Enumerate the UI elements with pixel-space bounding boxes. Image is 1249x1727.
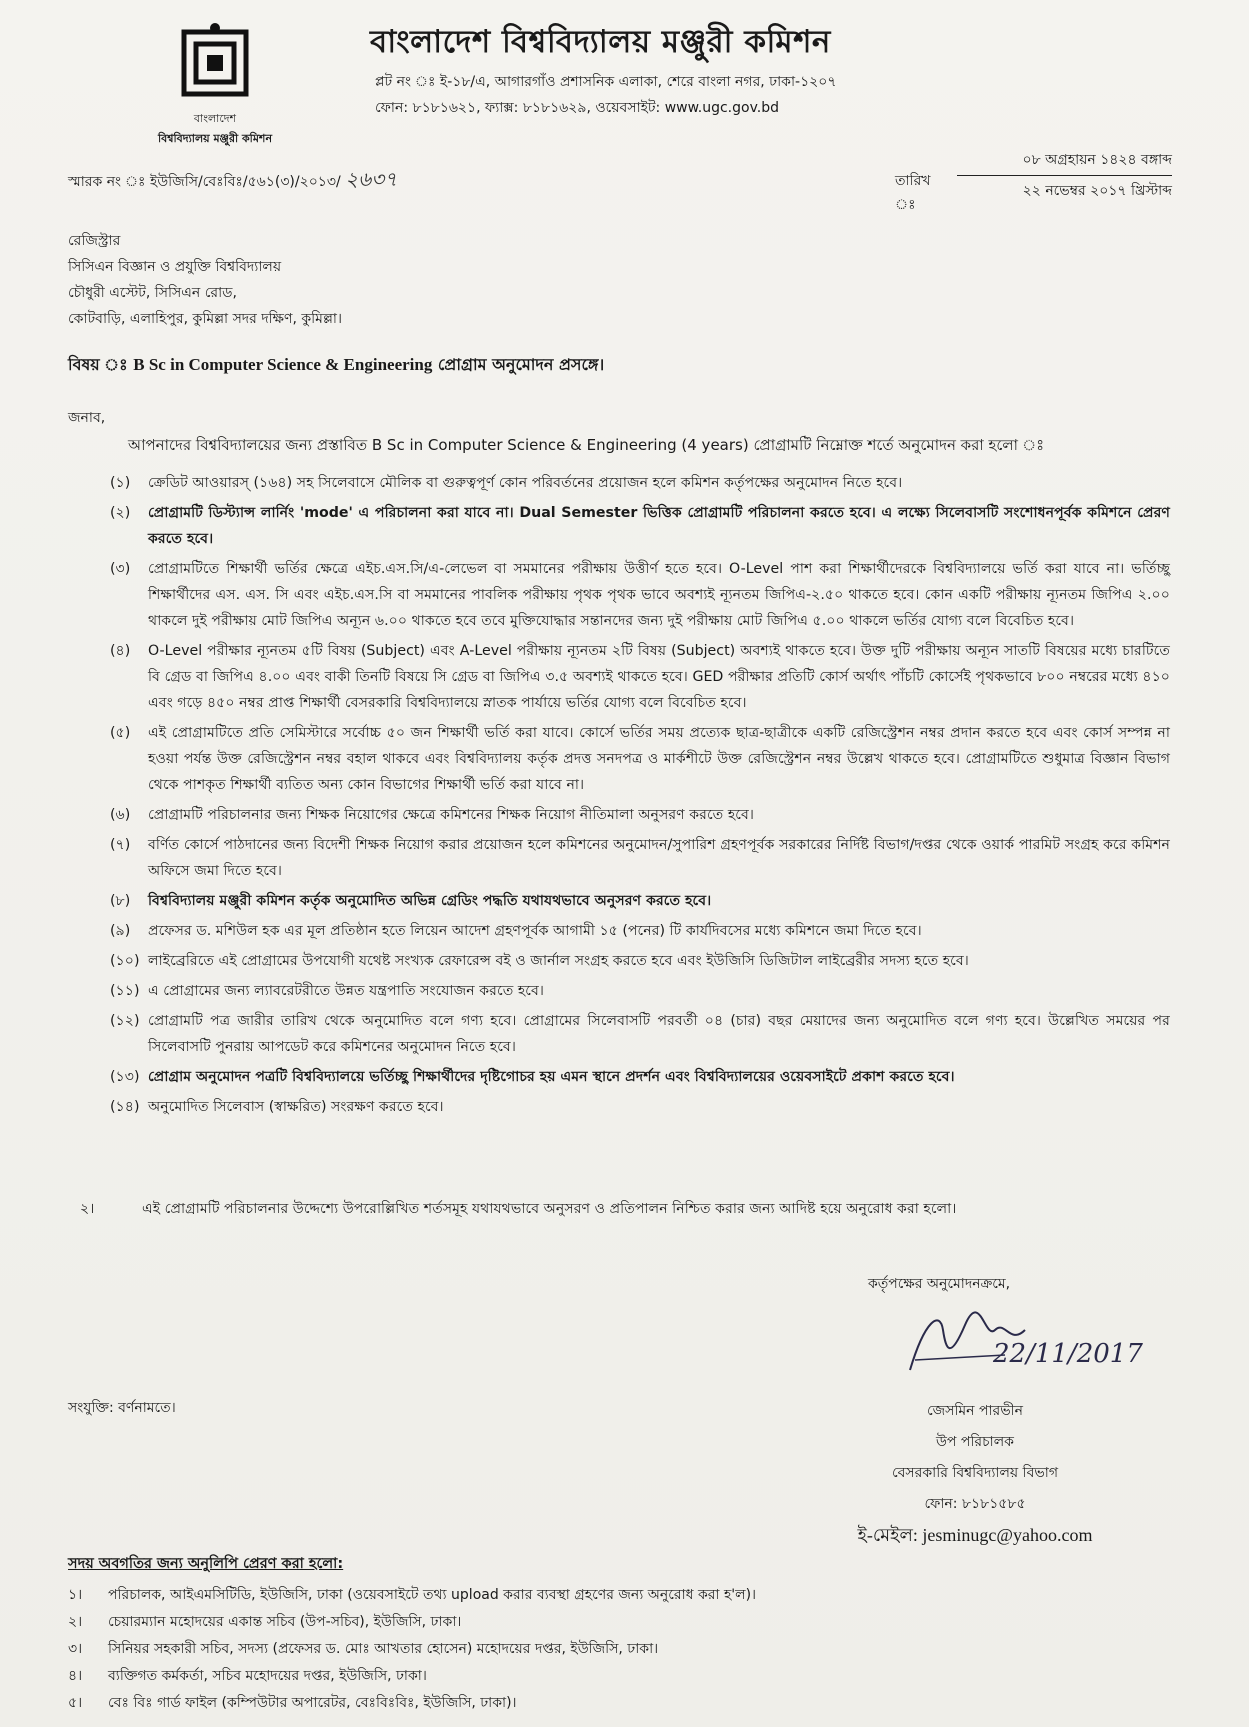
condition-text: এ প্রোগ্রামের জন্য ল্যাবরেটরীতে উন্নত যন্ত্রপাতি সংযোজন করতে হবে।: [148, 983, 544, 999]
condition-item: [110, 978, 1170, 1004]
condition-number: (২): [110, 505, 131, 521]
signature-date: 22/11/2017: [993, 1339, 1143, 1369]
signer-phone: ফোন: ৮১৮১৫৮৫: [924, 1496, 1026, 1512]
condition-item: [110, 500, 1170, 552]
condition-text: O-Level পরীক্ষার ন্যূনতম ৫টি বিষয় (Subject) এবং A-Level পরীক্ষায় ন্যূনতম ২টি বিষয় (Subject) অবশ্যই থাকতে হবে। উক্ত দুটি পরীক্ষায় অন্যূন সাতটি বিষয়ের মধ্যে চারটিতে বি গ্রেড বা জিপিএ ৪.০০ এবং বাকী তিনটি বিষয়ে সি গ্রেড বা জিপিএ ৩.৫ অবশ্যই থাকতে হবে। GED পরীক্ষার প্রতিটি কোর্স অর্থাৎ পাঁচটি কোর্সেই পৃথকভাবে ৮০০ নম্বরের মধ্যে ৪১০ এবং গড়ে ৪৫০ নম্বর প্রাপ্ত শিক্ষার্থী বেসরকারি বিশ্ববিদ্যালয়ে স্নাতক পার্যায়ে ভর্তির যোগ্য বলে বিবেচিত হবে।: [148, 643, 1170, 711]
condition-text: এই প্রোগ্রামটিতে প্রতি সেমিস্টারে সর্বোচ্চ ৫০ জন শিক্ষার্থী ভর্তি করা যাবে। কোর্সে ভর্তির সময় প্রত্যেক ছাত্র-ছাত্রীকে একটি রেজিস্ট্রেশন নম্বর প্রদান করতে হবে এবং কোর্স সম্পন্ন না হওয়া পর্যন্ত উক্ত রেজিস্ট্রেশন নম্বর বহাল থাকবে এবং বিশ্ববিদ্যালয় কর্তৃক প্রদত্ত সনদপত্র ও মার্কশীটে উক্ত রেজিস্ট্রেশন নম্বর উল্লেখ থাকতে হবে। প্রোগ্রামটিতে শুধুমাত্র বিজ্ঞান বিভাগ থেকে পাশকৃত শিক্ষার্থী ব্যতিত অন্য কোন বিভাগের শিক্ষার্থী ভর্তি করা যাবে না।: [148, 725, 1170, 793]
recipient-address: [68, 228, 342, 332]
copy-to-number: ৫।: [68, 1695, 83, 1711]
signer-title: উপ পরিচালক: [936, 1434, 1014, 1450]
condition-item: [110, 918, 1170, 944]
copy-to-number: ২।: [68, 1614, 83, 1630]
date-label: তারিখ ঃ: [895, 173, 931, 213]
condition-item: [110, 832, 1170, 884]
copy-to-item: [68, 1636, 756, 1663]
copy-to-text: চেয়ারম্যান মহোদয়ের একান্ত সচিব (উপ-সচিব), ইউজিসি, ঢাকা।: [108, 1614, 462, 1630]
condition-number: (১০): [110, 953, 140, 969]
copy-to-list: [68, 1582, 756, 1717]
condition-number: (৭): [110, 837, 131, 853]
recipient-street: চৌধুরী এস্টেট, সিসিএন রোড,: [68, 285, 237, 301]
copy-to-text: ব্যক্তিগত কর্মকর্তা, সচিব মহোদয়ের দপ্তর, ইউজিসি, ঢাকা।: [108, 1668, 427, 1684]
conditions-list: [110, 470, 1170, 1124]
memo-handwritten-number: ২৬৩৭: [345, 167, 398, 191]
condition-number: (১): [110, 475, 131, 491]
enclosure-note: সংযুক্তি: বর্ণনামতে।: [68, 1400, 176, 1416]
condition-text: অনুমোদিত সিলেবাস (স্বাক্ষরিত) সংরক্ষণ করতে হবে।: [148, 1099, 444, 1115]
condition-item: [110, 556, 1170, 634]
handwritten-signature: [895, 1300, 1143, 1380]
condition-item: [110, 1094, 1170, 1120]
intro-paragraph: আপনাদের বিশ্ববিদ্যালয়ের জন্য প্রস্তাবিত B Sc in Computer Science & Engineering (4 years) প্রোগ্রামটি নিম্নোক্ত শর্তে অনুমোদন করা হলো ঃ: [128, 436, 1045, 454]
condition-text: প্রোগ্রাম অনুমোদন পত্রটি বিশ্ববিদ্যালয়ে ভর্তিচ্ছু শিক্ষার্থীদের দৃষ্টিগোচর হয় এমন স্থানে প্রদর্শন এবং বিশ্ববিদ্যালয়ের ওয়েবসাইটে প্রকাশ করতে হবে।: [148, 1069, 955, 1085]
date-gregorian: ২২ নভেম্বর ২০১৭ খ্রিস্টাব্দ: [1022, 183, 1172, 199]
condition-number: (৮): [110, 893, 131, 909]
paragraph-two-number: ২।: [80, 1201, 95, 1217]
copy-to-number: ১।: [68, 1587, 83, 1603]
condition-item: [110, 720, 1170, 798]
signer-name: জেসমিন পারভীন: [926, 1403, 1024, 1419]
condition-item: [110, 1008, 1170, 1060]
condition-item: [110, 948, 1170, 974]
condition-number: (৩): [110, 561, 131, 577]
copy-to-heading: সদয় অবগতির জন্য অনুলিপি প্রেরণ করা হলো:: [68, 1556, 344, 1572]
signer-block: [825, 1396, 1125, 1551]
copy-to-item: [68, 1663, 756, 1690]
copy-to-number: ৪।: [68, 1668, 83, 1684]
condition-number: (১১): [110, 983, 140, 999]
copy-to-number: ৩।: [68, 1641, 83, 1657]
memo-number: [68, 165, 397, 198]
copy-to-text: সিনিয়র সহকারী সচিব, সদস্য (প্রফেসর ড. মোঃ আখতার হোসেন) মহোদয়ের দপ্তর, ইউজিসি, ঢাকা।: [108, 1641, 659, 1657]
condition-item: [110, 470, 1170, 496]
condition-item: [110, 802, 1170, 828]
condition-number: (১৩): [110, 1069, 140, 1085]
subject-line: [68, 352, 604, 379]
condition-text: বর্ণিত কোর্সে পাঠদানের জন্য বিদেশী শিক্ষক নিয়োগ করার প্রয়োজন হলে কমিশনের অনুমোদন/সুপারিশ গ্রহণপূর্বক সরকারের নির্দিষ্ট বিভাগ/দপ্তর থেকে ওয়ার্ক পারমিট সংগ্রহ করে কমিশন অফিসে জমা দিতে হবে।: [148, 837, 1170, 879]
ugc-logo: [180, 22, 250, 98]
condition-number: (৯): [110, 923, 131, 939]
condition-text: প্রফেসর ড. মশিউল হক এর মূল প্রতিষ্ঠান হতে লিয়েন আদেশ গ্রহণপূর্বক আগামী ১৫ (পনের) টি কার্যদিবসের মধ্যে কমিশনে জমা দিতে হবে।: [148, 923, 922, 939]
recipient-institution: সিসিএন বিজ্ঞান ও প্রযুক্তি বিশ্ববিদ্যালয়: [68, 259, 282, 275]
copy-to-item: [68, 1609, 756, 1636]
date-bangla: ০৮ অগ্রহায়ন ১৪২৪ বঙ্গাব্দ: [957, 145, 1172, 176]
condition-number: (৬): [110, 807, 131, 823]
logo-caption-country: বাংলাদেশ: [193, 112, 237, 125]
subject-label: বিষয় ঃ: [68, 355, 128, 374]
condition-text: প্রোগ্রামটি পত্র জারীর তারিখ থেকে অনুমোদিত বলে গণ্য হবে। প্রোগ্রামের সিলেবাসটি পরবর্তী ০৪ (চার) বছর মেয়াদের জন্য অনুমোদিত বলে গণ্য হবে। উল্লেখিত সময়ের পর সিলেবাসটি পুনরায় আপডেট করে কমিশনের অনুমোদন নিতে হবে।: [148, 1013, 1170, 1055]
condition-item: [110, 638, 1170, 716]
logo-caption-org: বিশ্ববিদ্যালয় মঞ্জুরী কমিশন: [157, 132, 273, 145]
condition-text: লাইব্রেরিতে এই প্রোগ্রামের উপযোগী যথেষ্ট সংখ্যক রেফারেন্স বই ও জার্নাল সংগ্রহ করতে হবে এবং ইউজিসি ডিজিটাল লাইব্রেরীর সদস্য হতে হবে।: [148, 953, 969, 969]
copy-to-text: বেঃ বিঃ গার্ড ফাইল (কম্পিউটার অপারেটর, বেঃবিঃবিঃ, ইউজিসি, ঢাকা)।: [108, 1695, 517, 1711]
recipient-locality: কোটবাড়ি, এলাহিপুর, কুমিল্লা সদর দক্ষিণ, কুমিল্লা।: [68, 311, 342, 327]
paragraph-two-text: এই প্রোগ্রামটি পরিচালনার উদ্দেশ্যে উপরোল্লিখিত শর্তসমূহ যথাযথভাবে অনুসরণ ও প্রতিপালন নিশ্চিত করার জন্য আদিষ্ট হয়ে অনুরোধ করা হলো।: [142, 1201, 957, 1217]
signer-department: বেসরকারি বিশ্ববিদ্যালয় বিভাগ: [891, 1465, 1059, 1481]
condition-text: বিশ্ববিদ্যালয় মঞ্জুরী কমিশন কর্তৃক অনুমোদিত অভিন্ন গ্রেডিং পদ্ধতি যথাযথভাবে অনুসরণ করতে হবে।: [148, 893, 712, 909]
subject-program: B Sc in Computer Science & Engineering: [133, 355, 433, 374]
copy-to-item: [68, 1582, 756, 1609]
copy-to-text: পরিচালক, আইএমসিটিডি, ইউজিসি, ঢাকা (ওয়েবসাইটে তথ্য upload করার ব্যবস্থা গ্রহণের জন্য অনুরোধ করা হ'ল)।: [108, 1587, 757, 1603]
condition-number: (১২): [110, 1013, 140, 1029]
condition-item: [110, 1064, 1170, 1090]
copy-to-item: [68, 1690, 756, 1717]
paragraph-two: [80, 1198, 1180, 1222]
organization-contact: ফোন: ৮১৮১৬২১, ফ্যাক্স: ৮১৮১৬২৯, ওয়েবসাইট: www.ugc.gov.bd: [375, 100, 780, 116]
condition-text: প্রোগ্রামটি ডিস্ট্যান্স লার্নিং 'mode' এ পরিচালনা করা যাবে না। Dual Semester ভিত্তিক প্রোগ্রামটি পরিচালনা করতে হবে। এ লক্ষ্যে সিলেবাসটি সংশোধনপূর্বক কমিশনে প্রেরণ করতে হবে।: [148, 505, 1170, 547]
condition-number: (৪): [110, 643, 131, 659]
condition-item: [110, 888, 1170, 914]
condition-text: প্রোগ্রামটিতে শিক্ষার্থী ভর্তির ক্ষেত্রে এইচ.এস.সি/এ-লেভেল বা সমমানের পরীক্ষায় উত্তীর্ণ হতে হবে। O-Level পাশ করা শিক্ষার্থীদেরকে বিশ্ববিদ্যালয়ে ভর্তি করা যাবে না। ভর্তিচ্ছু শিক্ষার্থীদের এস. এস. সি এবং এইচ.এস.সি বা সমমানের পাবলিক পরীক্ষায় পৃথক পৃথক ভাবে অবশ্যই ন্যূনতম জিপিএ-২.৫০ থাকতে হবে। কোন একটি পরীক্ষায় ন্যূনতম জিপিএ ২.০০ থাকলে দুই পরীক্ষায় মোট জিপিএ অন্যূন ৬.০০ থাকতে হবে তবে মুক্তিযোদ্ধার সন্তানদের জন্য দুই পরীক্ষায় মোট জিপিএ ৫.০০ থাকলে ভর্তির যোগ্য বলে বিবেচিত হবে।: [148, 561, 1170, 629]
authority-line: কর্তৃপক্ষের অনুমোদনক্রমে,: [868, 1276, 1011, 1292]
condition-number: (৫): [110, 725, 131, 741]
condition-number: (১৪): [110, 1099, 140, 1115]
signer-email: ই-মেইল: jesminugc@yahoo.com: [857, 1525, 1093, 1545]
salutation: জনাব,: [68, 410, 106, 426]
condition-text: প্রোগ্রামটি পরিচালনার জন্য শিক্ষক নিয়োগের ক্ষেত্রে কমিশনের শিক্ষক নিয়োগ নীতিমালা অনুসরণ করতে হবে।: [148, 807, 754, 823]
recipient-title: রেজিস্ট্রার: [68, 233, 121, 249]
organization-name: বাংলাদেশ বিশ্ববিদ্যালয় মঞ্জুরী কমিশন: [370, 24, 831, 60]
memo-label: স্মারক নং ঃ ইউজিসি/বেঃবিঃ/৫৬১(৩)/২০১৩/: [68, 174, 341, 190]
condition-text: ক্রেডিট আওয়ারস্ (১৬৪) সহ সিলেবাসে মৌলিক বা গুরুত্বপূর্ণ কোন পরিবর্তনের প্রয়োজন হলে কমিশন কর্তৃপক্ষের অনুমোদন নিতে হবে।: [148, 475, 903, 491]
organization-address: প্লট নং ঃ ই-১৮/এ, আগারগাঁও প্রশাসনিক এলাকা, শেরে বাংলা নগর, ঢাকা-১২০৭: [375, 74, 837, 90]
subject-rest: প্রোগ্রাম অনুমোদন প্রসঙ্গে।: [437, 355, 605, 374]
